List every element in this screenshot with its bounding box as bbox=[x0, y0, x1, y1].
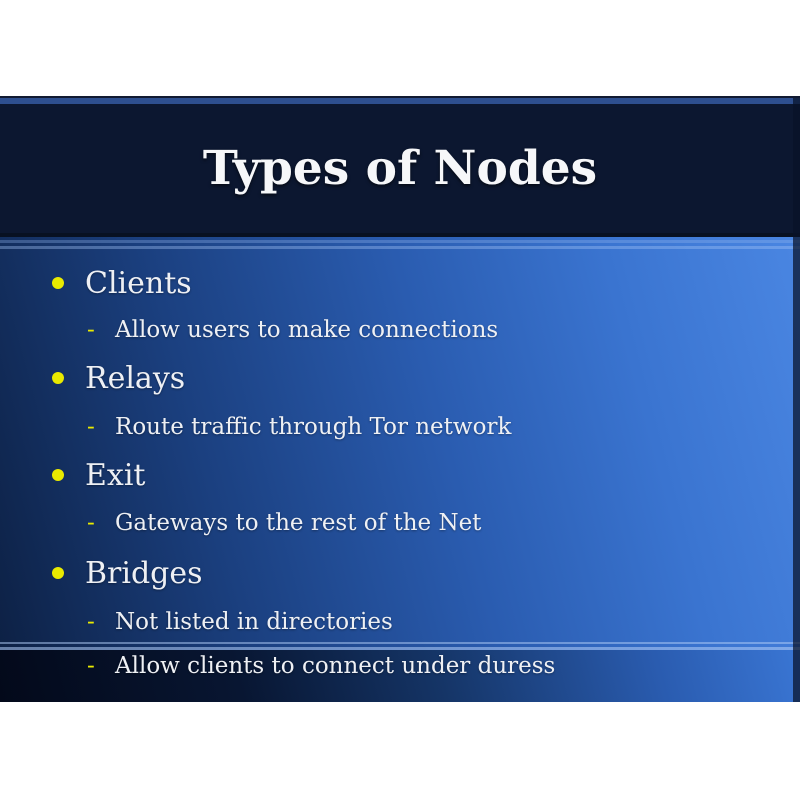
sub-bullet-label: Allow users to make connections bbox=[115, 317, 499, 343]
slide bbox=[0, 96, 800, 702]
bullet-item bbox=[52, 553, 203, 593]
bottom-rule-1 bbox=[0, 642, 800, 644]
bullet-label: Exit bbox=[85, 457, 146, 493]
bullet-dot-icon bbox=[52, 567, 64, 579]
sub-bullet-item bbox=[87, 506, 481, 540]
dash-bullet-icon: - bbox=[87, 414, 95, 440]
slide-title: Types of Nodes bbox=[202, 141, 598, 196]
sub-bullet-label: Route traffic through Tor network bbox=[115, 414, 512, 440]
dash-bullet-icon: - bbox=[87, 510, 95, 536]
bullet-item bbox=[52, 263, 192, 303]
sub-bullet-item bbox=[87, 649, 555, 683]
bullet-label: Bridges bbox=[85, 555, 203, 591]
body-top-stripe-1 bbox=[0, 240, 800, 243]
bullet-item bbox=[52, 358, 185, 398]
sub-bullet-label: Allow clients to connect under duress bbox=[115, 653, 556, 679]
bullet-label: Clients bbox=[85, 265, 192, 301]
sub-bullet-label: Gateways to the rest of the Net bbox=[115, 510, 482, 536]
sub-bullet-label: Not listed in directories bbox=[115, 609, 393, 635]
body-top-stripe-2 bbox=[0, 246, 800, 249]
bullet-item bbox=[52, 455, 145, 495]
right-edge-shade bbox=[793, 98, 800, 702]
bullet-label: Relays bbox=[85, 360, 186, 396]
sub-bullet-item bbox=[87, 605, 393, 639]
dash-bullet-icon: - bbox=[87, 609, 95, 635]
dash-bullet-icon: - bbox=[87, 653, 95, 679]
bullet-dot-icon bbox=[52, 469, 64, 481]
bullet-dot-icon bbox=[52, 372, 64, 384]
title-band bbox=[0, 104, 800, 233]
sub-bullet-item bbox=[87, 410, 511, 444]
bullet-dot-icon bbox=[52, 277, 64, 289]
dash-bullet-icon: - bbox=[87, 317, 95, 343]
sub-bullet-item bbox=[87, 313, 498, 347]
